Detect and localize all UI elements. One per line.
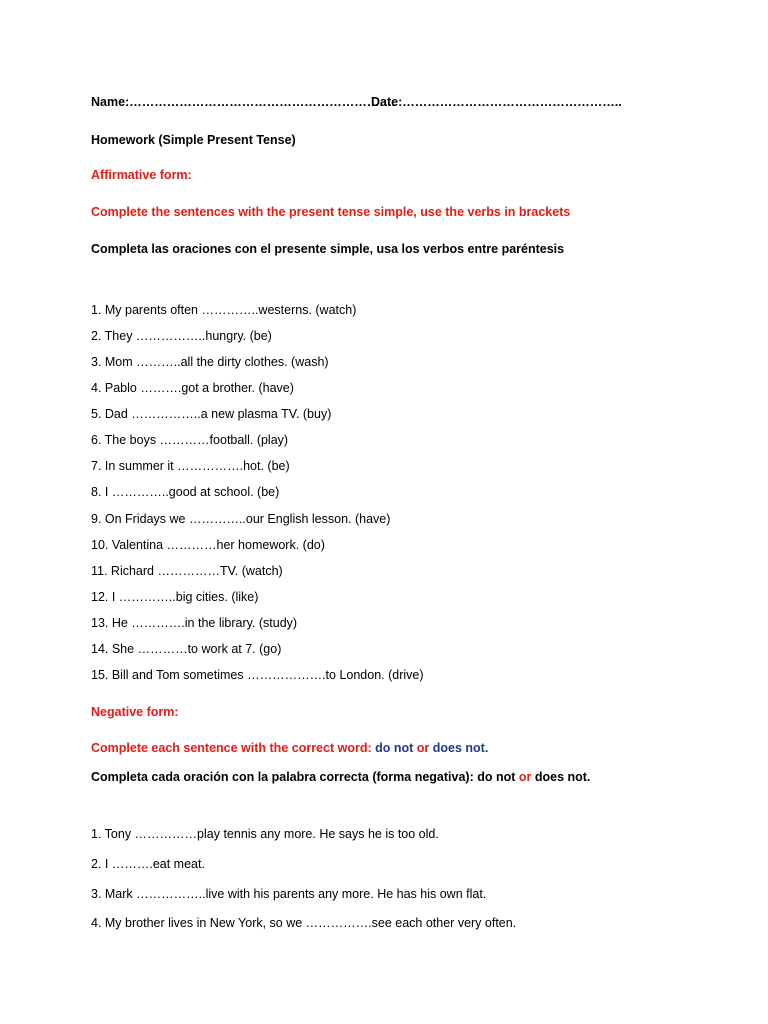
affirmative-item: 2. They ……………..hungry. (be) <box>91 329 272 343</box>
affirmative-item: 12. I …………..big cities. (like) <box>91 590 259 604</box>
affirmative-item: 15. Bill and Tom sometimes ……………….to London. (drive) <box>91 668 424 682</box>
negative-instruction-en <box>91 740 488 756</box>
affirmative-item: 7. In summer it …………….hot. (be) <box>91 459 290 473</box>
affirmative-item: 13. He ………….in the library. (study) <box>91 616 298 630</box>
affirmative-heading: Affirmative form: <box>91 168 192 182</box>
negative-instruction-es <box>91 769 590 785</box>
negative-instruction-es-suffix: does not. <box>531 770 591 784</box>
affirmative-item: 4. Pablo ……….got a brother. (have) <box>91 381 294 395</box>
negative-item: 1. Tony ……………play tennis any more. He says he is too old. <box>91 827 439 841</box>
affirmative-item: 9. On Fridays we …………..our English lesson. (have) <box>91 512 391 526</box>
negative-instruction-es-or: or <box>518 770 532 784</box>
worksheet-title: Homework (Simple Present Tense) <box>91 133 296 147</box>
option-or: or <box>416 741 430 755</box>
negative-instruction-en-prefix: Complete each sentence with the correct word: <box>91 741 376 755</box>
instruction-period: . <box>484 741 489 755</box>
option-do-not: do not <box>375 741 414 755</box>
affirmative-item: 14. She …………to work at 7. (go) <box>91 642 282 656</box>
negative-item: 3. Mark ……………..live with his parents any more. He has his own flat. <box>91 887 487 901</box>
name-field: Name:………………………………………………………. <box>91 95 396 109</box>
negative-heading: Negative form: <box>91 705 179 719</box>
affirmative-item: 11. Richard ……………TV. (watch) <box>91 564 283 578</box>
negative-item: 2. I ……….eat meat. <box>91 857 205 871</box>
negative-item: 4. My brother lives in New York, so we …………….see each other very often. <box>91 916 517 930</box>
affirmative-item: 1. My parents often …………..westerns. (watch) <box>91 303 357 317</box>
affirmative-item: 8. I …………..good at school. (be) <box>91 485 280 499</box>
affirmative-instruction-es: Completa las oraciones con el presente simple, usa los verbos entre paréntesis <box>91 242 565 256</box>
negative-instruction-es-prefix: Completa cada oración con la palabra correcta (forma negativa): do not <box>91 770 519 784</box>
affirmative-item: 3. Mom ………..all the dirty clothes. (wash) <box>91 355 329 369</box>
date-field: Date:…………………………………………….. <box>371 95 622 109</box>
affirmative-item: 10. Valentina …………her homework. (do) <box>91 538 325 552</box>
affirmative-instruction-en: Complete the sentences with the present tense simple, use the verbs in brackets <box>91 205 571 219</box>
option-does-not: does not <box>432 741 485 755</box>
affirmative-item: 6. The boys …………football. (play) <box>91 433 289 447</box>
affirmative-item: 5. Dad ……………..a new plasma TV. (buy) <box>91 407 332 421</box>
